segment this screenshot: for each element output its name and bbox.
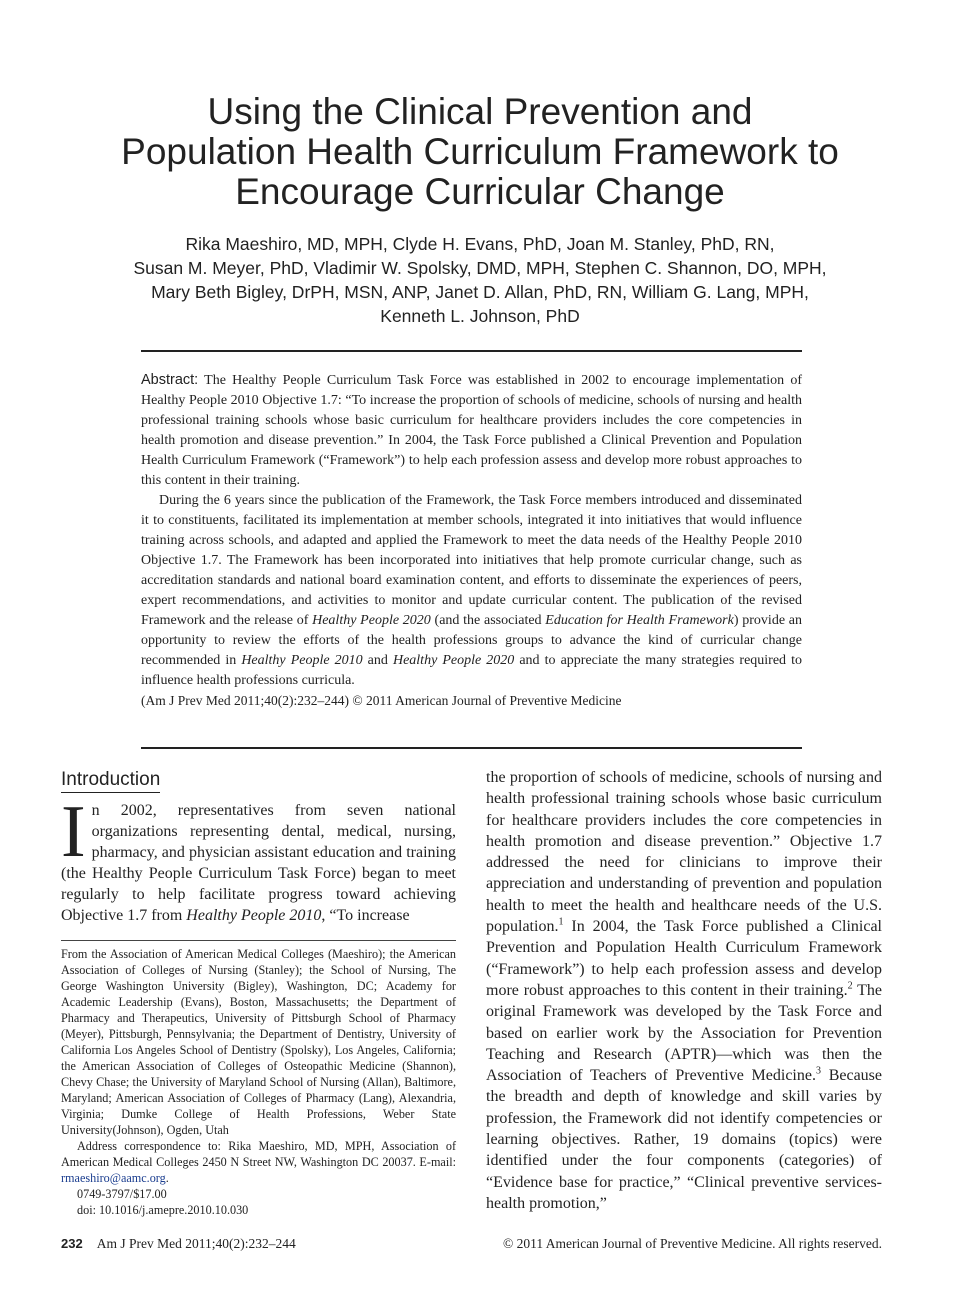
body-text: the proportion of schools of medicine, schools of nursing and health professional training schools whose basic curriculum for healthcare providers includes the core competencies in health promotion and disease prevention.” Objective 1.7 addressed the need for clinicians to improve their appreciation and understanding of prevention and population health to meet the health and healthcare needs of the U.S. population.	[486, 769, 882, 936]
correspondence	[61, 1138, 456, 1186]
correspondence-text: .	[165, 1171, 169, 1185]
affiliation-footnote	[61, 946, 456, 1218]
abstract-text: The Healthy People Curriculum Task Force was established in 2002 to encourage implementation of Healthy People 2010 Objective 1.7: “To increase the proportion of schools of medicine, schools of nursing and health professional training schools whose basic curriculum for healthcare providers includes the core competencies in health promotion and disease prevention.” In 2004, the Task Force published a Clinical Prevention and Population Health Curriculum Framework (“Framework”) to help each profession assess and develop more robust approaches to this content in their training.	[141, 373, 802, 488]
body-text: n 2002, representatives from seven national organizations representing dental, medical, nursing, pharmacy, and physician assistant education and training (the Healthy People Curriculum Task Force) began to meet regularly to help facilitate progress toward achieving Objective 1.7 from	[61, 802, 456, 924]
copyright-notice: © 2011 American Journal of Preventive Medicine. All rights reserved.	[502, 1236, 882, 1251]
intro-left-column	[61, 791, 456, 926]
affiliations: From the Association of American Medical Colleges (Maeshiro); the American Association of Colleges of Nursing (Stanley); the School of Nursing, The George Washington University (Bigley), Washington, DC; Academy for Academic Leadership (Evans), Boston, Massachusetts; the Department of Pharmacy and Therapeutics, University of Pittsburgh School of Pharmacy (Meyer), Pittsburgh, Pennsylvania; the Department of Dentistry, University of California Los Angeles School of Dentistry (Spolsky), Los Angeles, California; the American Association of Colleges of Osteopathic Medicine (Shannon), Chevy Chase; the University of Maryland School of Nursing (Allan), Baltimore, Maryland; American Association of Colleges of Pharmacy (Lang), Alexandria, Virginia; Dumke College of Health Professions, Weber State University(Johnson), Ogden, Utah	[61, 947, 456, 1137]
body-text: The original Framework was developed by the Task Force and based on earlier work by the Association for Prevention Teaching and Research (APTR)—which was then the Association of Teachers of Preventive Medicine.	[486, 981, 882, 1085]
email-link[interactable]: rmaeshiro@aamc.org	[61, 1171, 166, 1185]
author-line: Mary Beth Bigley, DrPH, MSN, ANP, Janet D. Allan, PhD, RN, William G. Lang, MPH,	[151, 282, 809, 302]
title-line: Population Health Curriculum Framework to	[121, 131, 839, 172]
italic-title: Healthy People 2010	[186, 907, 322, 924]
abstract-text: ) provide an opportunity to review the efforts of the health professions groups to advance the kind of curricular change recommended in	[141, 613, 802, 668]
article-title	[60, 92, 900, 212]
reference-2[interactable]: 2	[847, 980, 853, 992]
correspondence-text: Address correspondence to: Rika Maeshiro, MD, MPH, Association of American Medical Colleges 2450 N Street NW, Washington DC 20037. E-mail:	[61, 1139, 456, 1169]
title-line: Using the Clinical Prevention and	[207, 91, 753, 132]
abstract-text: (and the associated	[430, 613, 546, 628]
journal-reference: Am J Prev Med 2011;40(2):232–244	[96, 1236, 296, 1251]
intro-paragraph	[61, 791, 456, 926]
body-text: Because the breadth and depth of knowledge and skill varies by profession, the Framework did not identify competencies or learning objectives. Rather, 19 domains (topics) were identified under the four components (categories) of “Evidence base for practice,” “Clinical preventive services-health promotion,”	[486, 1067, 882, 1212]
doi: doi: 10.1016/j.amepre.2010.10.030	[77, 1203, 249, 1217]
abstract-text: During the 6 years since the publication of the Framework, the Task Force members introduced and disseminated it to constituents, facilitated its implementation at member schools, integrated it into initiatives that would influence training across schools, and adapted and applied the Framework to meet the data needs of the Healthy People 2010 Objective 1.7. The Framework has been incorporated into initiatives that help promote curricular change, such as accreditation standards and national board examination content, and efforts to disseminate the experiences of peers, expert recommendations, and activities to monitor and update curricular content. The publication of the revised Framework and the release of	[141, 493, 802, 628]
drop-cap: I	[61, 791, 86, 873]
abstract	[141, 370, 802, 711]
title-line: Encourage Curricular Change	[235, 171, 725, 212]
body-text: In 2004, the Task Force published a Clinical Prevention and Population Health Curriculum Framework (“Framework”) to help each profession assess and develop more robust approaches to this content in their training.	[486, 918, 882, 999]
intro-paragraph	[486, 767, 882, 1214]
body-text: , “To increase	[321, 907, 410, 924]
intro-right-column	[486, 767, 882, 1214]
italic-title: Healthy People 2010	[241, 653, 363, 668]
italic-title: Healthy People 2020	[312, 613, 431, 628]
italic-title: Education for Health Framework	[545, 613, 734, 628]
abstract-text: and	[362, 653, 393, 668]
author-line: Susan M. Meyer, PhD, Vladimir W. Spolsky, DMD, MPH, Stephen C. Shannon, DO, MPH,	[133, 258, 827, 278]
author-line: Rika Maeshiro, MD, MPH, Clyde H. Evans, PhD, Joan M. Stanley, PhD, RN,	[185, 234, 775, 254]
issn: 0749-3797/$17.00	[77, 1187, 167, 1201]
abstract-paragraph-2	[141, 491, 802, 691]
reference-1[interactable]: 1	[558, 916, 564, 928]
abstract-label: Abstract:	[141, 372, 199, 388]
page-footer	[61, 1236, 882, 1256]
author-list	[60, 232, 900, 328]
footnote-rule	[61, 940, 456, 941]
abstract-paragraph-1	[141, 370, 802, 491]
abstract-top-rule	[141, 350, 802, 352]
reference-3[interactable]: 3	[815, 1065, 821, 1077]
section-heading-introduction: Introduction	[61, 769, 160, 793]
author-line: Kenneth L. Johnson, PhD	[380, 306, 580, 326]
page-number: 232	[61, 1236, 83, 1251]
abstract-citation: (Am J Prev Med 2011;40(2):232–244) © 2011 American Journal of Preventive Medicine	[141, 693, 622, 708]
abstract-text: and to appreciate the many strategies required to influence health professions curricula.	[141, 653, 802, 688]
italic-title: Healthy People 2020	[392, 653, 515, 668]
abstract-bottom-rule	[141, 747, 802, 749]
